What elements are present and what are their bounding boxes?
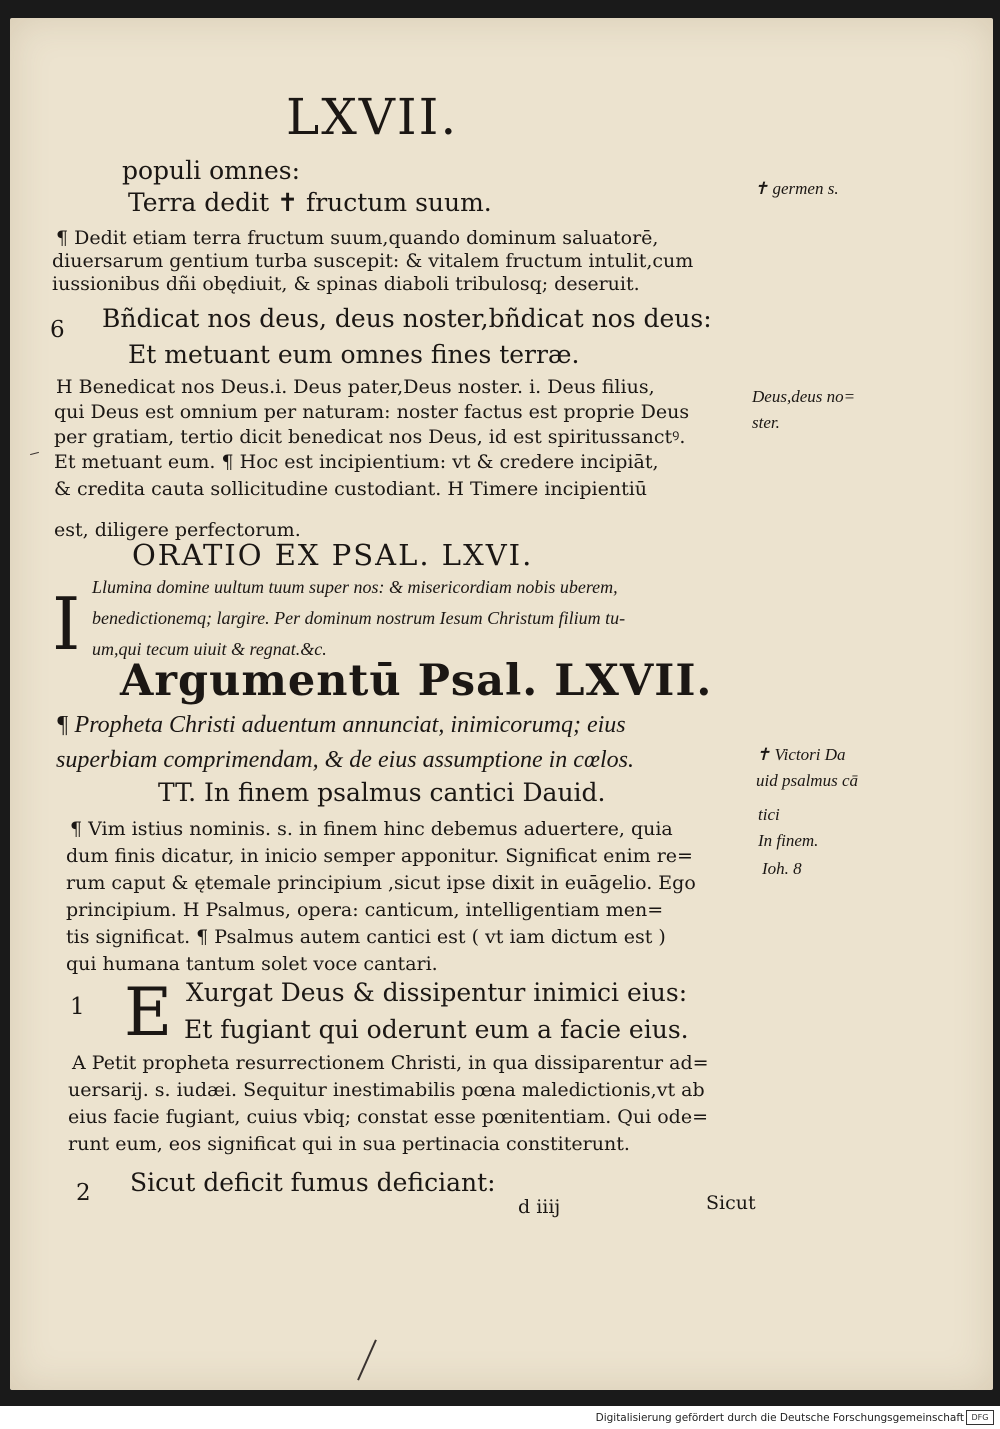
commentary-line: principium. H Psalmus, opera: canticum, intelligentiam men=	[66, 899, 664, 921]
prayer-line: um,qui tecum uiuit & regnat.&c.	[92, 639, 327, 659]
commentary-line: Et metuant eum. ¶ Hoc est incipientium: vt & credere incipiāt,	[54, 451, 659, 473]
commentary-line: qui Deus est omnium per naturam: noster factus est proprie Deus	[54, 401, 690, 423]
signature-mark: d iiij	[518, 1196, 561, 1218]
argument-line: superbiam comprimendam, & de eius assumptione in cœlos.	[56, 747, 634, 773]
verse-number: 2	[76, 1180, 91, 1206]
argument-heading: Argumentū Psal. LXVII.	[120, 656, 713, 706]
verse-line: Terra dedit ✝ fructum suum.	[128, 188, 492, 217]
margin-note-line: ster.	[752, 413, 780, 432]
prayer-line: Llumina domine uultum tuum super nos: & misericordiam nobis uberem,	[92, 577, 618, 597]
margin-note-line: tici	[758, 805, 780, 824]
commentary-line: ¶ Vim istius nominis. s. in finem hinc debemus aduertere, quia	[70, 818, 673, 840]
verse-line: Sicut deficit fumus deficiant:	[130, 1168, 496, 1197]
dfg-logo-icon: DFG	[966, 1410, 994, 1425]
commentary-line: dum finis dicatur, in inicio semper apponitur. Significat enim re=	[66, 845, 693, 867]
verse-line: Et fugiant qui oderunt eum a facie eius.	[184, 1015, 689, 1044]
commentary-line: rum caput & ętemale principium ,sicut ipse dixit in euāgelio. Ego	[66, 872, 696, 894]
commentary-line: per gratiam, tertio dicit benedicat nos Deus, id est spiritussanctꝰ.	[54, 426, 686, 448]
prayer-line: benedictionemq; largire. Per dominum nostrum Iesum Christum filium tu-	[92, 608, 626, 628]
commentary-line: H Benedicat nos Deus.i. Deus pater,Deus noster. i. Deus filius,	[56, 376, 655, 398]
margin-note: ✝ germen s.	[754, 179, 839, 198]
verse-line: Et metuant eum omnes fines terræ.	[128, 340, 580, 369]
verse-number: 6	[50, 317, 65, 343]
commentary-line: runt eum, eos significat qui in sua pertinacia constiterunt.	[68, 1133, 630, 1155]
folio-header: LXVII.	[286, 88, 459, 146]
verse-number: 1	[70, 994, 85, 1020]
verse-line: Xurgat Deus & dissipentur inimici eius:	[186, 978, 688, 1007]
margin-note-line: ✝ Victori Da	[756, 745, 846, 764]
funding-credit: Digitalisierung gefördert durch die Deutsche Forschungsgemeinschaft	[595, 1412, 964, 1424]
verse-line: Bñdicat nos deus, deus noster,bñdicat nos deus:	[102, 304, 712, 333]
drop-initial: E	[124, 974, 173, 1051]
psalm-title: TT. In finem psalmus cantici Dauid.	[158, 778, 606, 807]
commentary-line: & credita cauta sollicitudine custodiant. H Timere incipientiū	[54, 478, 648, 500]
catchword: Sicut	[706, 1192, 756, 1214]
commentary-line: uersarij. s. iudæi. Sequitur inestimabilis pœna maledictionis,vt ab	[68, 1079, 705, 1101]
commentary-line: qui humana tantum solet voce cantari.	[66, 953, 438, 975]
margin-note-line: Ioh. 8	[762, 859, 802, 878]
commentary-line: A Petit propheta resurrectionem Christi, in qua dissiparentur ad=	[72, 1052, 709, 1074]
margin-note-line: In finem.	[758, 831, 819, 850]
drop-initial: I	[52, 582, 81, 666]
commentary-line: ¶ Dedit etiam terra fructum suum,quando dominum saluatorē,	[56, 227, 659, 249]
commentary-line: tis significat. ¶ Psalmus autem cantici est ( vt iam dictum est )	[66, 926, 666, 948]
margin-note-line: uid psalmus cā	[756, 771, 858, 790]
commentary-line: diuersarum gentium turba suscepit: & vitalem fructum intulit,cum	[52, 250, 694, 272]
commentary-line: est, diligere perfectorum.	[54, 519, 301, 541]
verse-line: populi omnes:	[122, 156, 301, 185]
argument-line: ¶ Propheta Christi aduentum annunciat, inimicorumq; eius	[56, 712, 626, 738]
margin-note-line: Deus,deus no=	[752, 387, 856, 406]
commentary-line: iussionibus dñi obędiuit, & spinas diaboli tribulosq; deseruit.	[52, 273, 640, 295]
commentary-line: eius facie fugiant, cuius vbiq; constat esse pœnitentiam. Qui ode=	[68, 1106, 708, 1128]
oratio-heading: ORATIO EX PSAL. LXVI.	[132, 538, 534, 572]
